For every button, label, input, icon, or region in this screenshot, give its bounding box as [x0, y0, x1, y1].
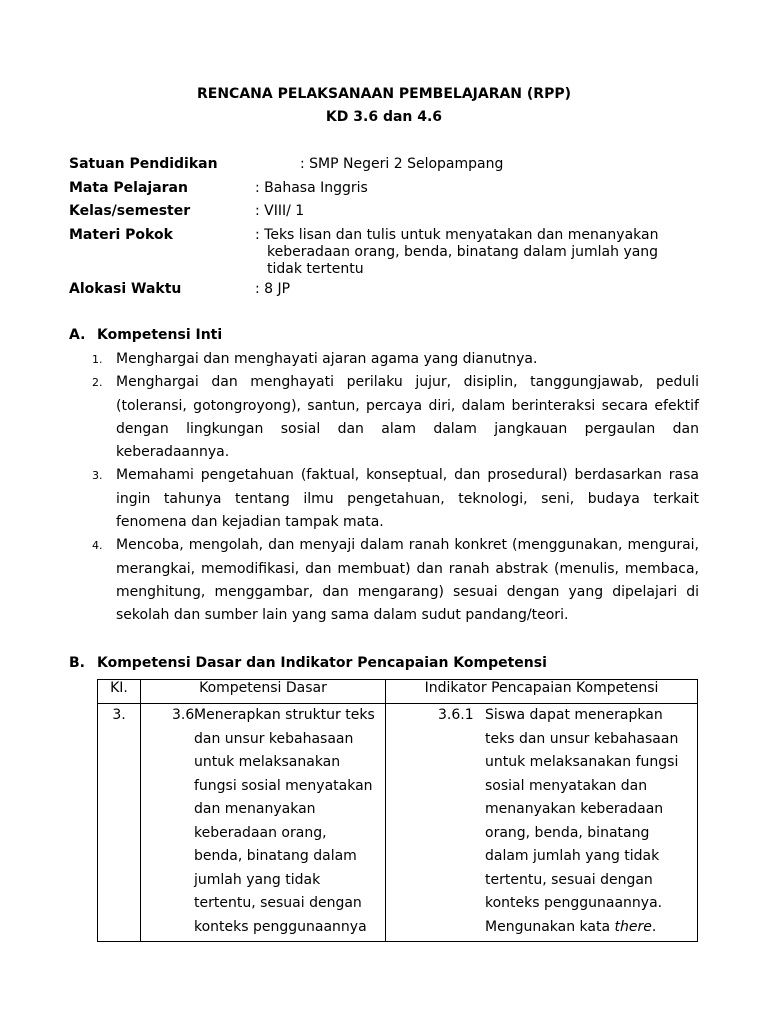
document-title: RENCANA PELAKSANAAN PEMBELAJARAN (RPP) [196, 86, 571, 102]
table-row [98, 704, 698, 942]
cell-kd [141, 704, 386, 942]
indikator-text-2-suffix: . [651, 918, 657, 935]
section-a-heading [69, 327, 222, 343]
identity-value: : SMP Negeri 2 Selopampang [300, 156, 504, 172]
identity-value-line: : Teks lisan dan tulis untuk menyatakan dan menanyakan [255, 227, 659, 243]
list-number: 4. [92, 539, 103, 553]
ki-value: 3. [112, 707, 126, 723]
document-subtitle: KD 3.6 dan 4.6 [325, 109, 443, 125]
list-item [69, 348, 699, 371]
list-item [69, 534, 699, 627]
section-letter: B. [69, 655, 85, 671]
section-b-heading [69, 655, 547, 671]
kd-indicator-table [97, 679, 698, 942]
identity-value: : 8 JP [255, 281, 291, 297]
section-title: Kompetensi Dasar dan Indikator Pencapaian Kompetensi [97, 655, 547, 671]
list-text: Mencoba, mengolah, dan menyaji dalam ranah konkret (menggunakan, mengurai, merangkai, memodifikasi, dan membuat) dan ranah abstrak (menulis, membaca, menghitung, menggambar, dan mengarang) sesuai dengan yang dipelajari di sekolah dan sumber lain yang sama dalam sudut pandang/teori. [116, 537, 699, 624]
identity-label: Mata Pelajaran [69, 180, 188, 196]
indikator-text-2-italic: there [614, 918, 652, 935]
identity-value-multiline [255, 227, 695, 278]
column-header-indikator: Indikator Pencapaian Kompetensi [386, 680, 698, 704]
identity-label: Satuan Pendidikan [69, 156, 218, 172]
indikator-text: Siswa dapat menerapkan teks dan unsur kebahasaan untuk melaksanakan fungsi sosial menyatakan dan menanyakan keberadaan orang, benda, binatang dalam jumlah yang tidak tertentu, sesuai dengan konteks penggunaannya. [485, 707, 679, 911]
section-title: Kompetensi Inti [97, 327, 223, 343]
section-letter: A. [69, 327, 86, 343]
identity-row-mapel [69, 180, 709, 200]
indikator-code: 3.6.1 [438, 707, 474, 723]
kd-text: Menerapkan struktur teks dan unsur kebahasaan untuk melaksanakan fungsi sosial menyatakan dan menanyakan keberadaan orang, benda, binatang dalam jumlah yang tidak tertentu, sesuai dengan konteks penggunaannya [194, 707, 375, 935]
indikator-text-2-prefix: Mengunakan kata [485, 918, 615, 935]
identity-label: Kelas/semester [69, 203, 191, 219]
list-item [69, 464, 699, 534]
column-header-ki: KI. [98, 680, 141, 704]
column-header-kd: Kompetensi Dasar [141, 680, 386, 704]
list-text: Menghargai dan menghayati ajaran agama yang dianutnya. [116, 351, 538, 367]
table-header-row [98, 680, 698, 704]
cell-indikator [386, 704, 698, 942]
identity-row-alokasi [69, 281, 709, 301]
list-text: Menghargai dan menghayati perilaku jujur, disiplin, tanggungjawab, peduli (toleransi, gotongroyong), santun, percaya diri, dalam berinteraksi secara efektif dengan lingkungan sosial dan alam dalam jangkauan pergaulan dan keberadaannya. [116, 374, 699, 461]
list-text: Memahami pengetahuan (faktual, konseptual, dan prosedural) berdasarkan rasa ingin tahunya tentang ilmu pengetahuan, teknologi, seni, budaya terkait fenomena dan kejadian tampak mata. [116, 467, 699, 531]
list-number: 3. [92, 469, 103, 483]
identity-value-line: keberadaan orang, benda, binatang dalam jumlah yang [267, 244, 659, 260]
identity-value-line: tidak tertentu [267, 261, 364, 277]
identity-value: : VIII/ 1 [255, 203, 305, 219]
identity-row-materi [69, 227, 709, 281]
identity-label: Materi Pokok [69, 227, 173, 243]
identity-label: Alokasi Waktu [69, 281, 182, 297]
identity-row-kelas [69, 203, 709, 223]
identity-row-satuan [69, 156, 709, 176]
kd-code: 3.6 [172, 707, 195, 723]
list-item [69, 371, 699, 464]
indikator-text-2 [485, 916, 679, 940]
indikator-cell-content [386, 704, 697, 941]
list-number: 1. [92, 353, 103, 366]
cell-ki [98, 704, 141, 942]
identity-value: : Bahasa Inggris [255, 180, 368, 196]
kd-cell-content [141, 704, 385, 941]
kompetensi-inti-list [69, 348, 699, 628]
list-number: 2. [92, 376, 103, 390]
